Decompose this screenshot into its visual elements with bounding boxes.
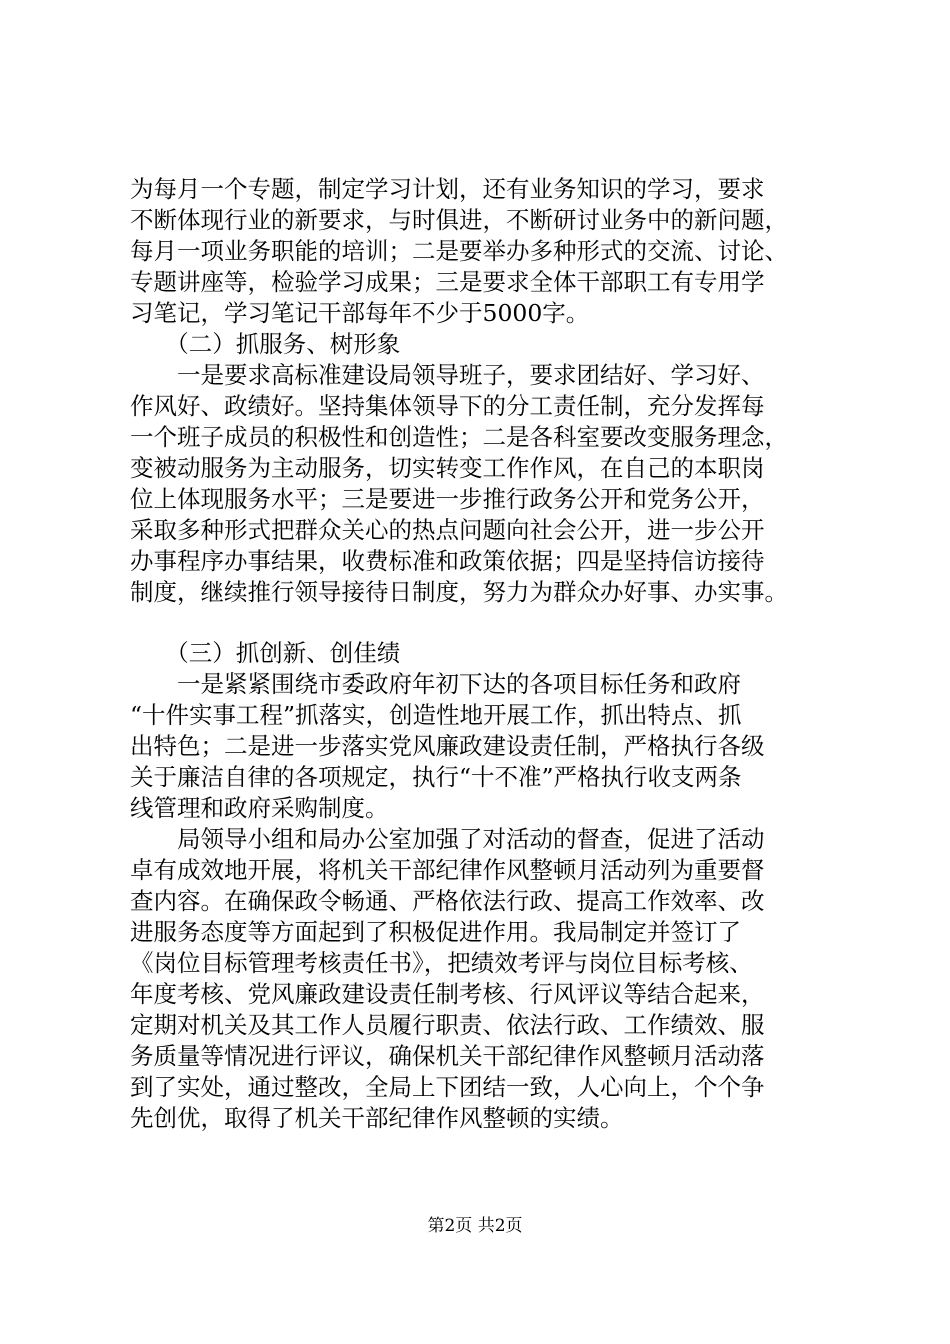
paragraph-supervision <box>130 824 830 1134</box>
page-number: 第2页 共2页 <box>427 1216 523 1236</box>
text-line: 采取多种形式把群众关心的热点问题向社会公开，进一步公开 <box>130 516 765 544</box>
text-line: 关于廉洁自律的各项规定，执行“十不准”严格执行收支两条 <box>130 763 742 791</box>
text-line: 办事程序办事结果，收费标准和政策依据；四是坚持信访接待 <box>130 547 765 575</box>
text-line: 一个班子成员的积极性和创造性；二是各科室要改变服务理念， <box>130 423 788 451</box>
section-heading-innovation <box>130 638 830 669</box>
text-line: 出特色；二是进一步落实党风廉政建设责任制，严格执行各级 <box>130 732 765 760</box>
text-line: 年度考核、党风廉政建设责任制考核、行风评议等结合起来， <box>130 980 765 1008</box>
section-heading: （三）抓创新、创佳绩 <box>130 639 401 667</box>
text-line: 定期对机关及其工作人员履行职责、依法行政、工作绩效、服 <box>130 1011 765 1039</box>
text-line: 习笔记，学习笔记干部每年不少于5000字。 <box>130 299 590 327</box>
paragraph-gap <box>130 608 830 638</box>
text-line: 每月一项业务职能的培训；二是要举办多种形式的交流、讨论、 <box>130 237 788 265</box>
text-line: 为每月一个专题，制定学习计划，还有业务知识的学习，要求 <box>130 175 765 203</box>
text-line: 到了实处，通过整改，全局上下团结一致，人心向上，个个争 <box>130 1073 765 1101</box>
section-heading-service <box>130 329 830 360</box>
paragraph-innovation <box>130 669 830 824</box>
text-line: 局领导小组和局办公室加强了对活动的督查，促进了活动 <box>130 825 765 853</box>
text-line: 制度，继续推行领导接待日制度，努力为群众办好事、办实事。 <box>130 578 788 606</box>
text-line: 务质量等情况进行评议，确保机关干部纪律作风整顿月活动落 <box>130 1042 765 1070</box>
text-line: 变被动服务为主动服务，切实转变工作作风，在自己的本职岗 <box>130 454 765 482</box>
text-line: 专题讲座等，检验学习成果；三是要求全体干部职工有专用学 <box>130 268 765 296</box>
paragraph-service <box>130 360 830 608</box>
text-line: 进服务态度等方面起到了积极促进作用。我局制定并签订了 <box>130 918 741 946</box>
document-body <box>130 174 830 1134</box>
text-line: 卓有成效地开展，将机关干部纪律作风整顿月活动列为重要督 <box>130 856 765 884</box>
text-line: 查内容。在确保政令畅通、严格依法行政、提高工作效率、改 <box>130 887 765 915</box>
paragraph-study-plan <box>130 174 830 329</box>
text-line: 一是要求高标准建设局领导班子，要求团结好、学习好、 <box>130 361 765 389</box>
text-line: “十件实事工程”抓落实，创造性地开展工作，抓出特点、抓 <box>130 701 742 729</box>
text-line: 作风好、政绩好。坚持集体领导下的分工责任制，充分发挥每 <box>130 392 765 420</box>
page-footer <box>0 1215 950 1237</box>
section-heading: （二）抓服务、树形象 <box>130 330 401 358</box>
text-line: 不断体现行业的新要求，与时俱进，不断研讨业务中的新问题， <box>130 206 788 234</box>
text-line: 先创优，取得了机关干部纪律作风整顿的实绩。 <box>130 1104 624 1132</box>
text-line: 线管理和政府采购制度。 <box>130 794 389 822</box>
text-line: 位上体现服务水平；三是要进一步推行政务公开和党务公开， <box>130 485 765 513</box>
text-line: 一是紧紧围绕市委政府年初下达的各项目标任务和政府 <box>130 670 741 698</box>
text-line: 《岗位目标管理考核责任书》，把绩效考评与岗位目标考核、 <box>130 949 753 977</box>
